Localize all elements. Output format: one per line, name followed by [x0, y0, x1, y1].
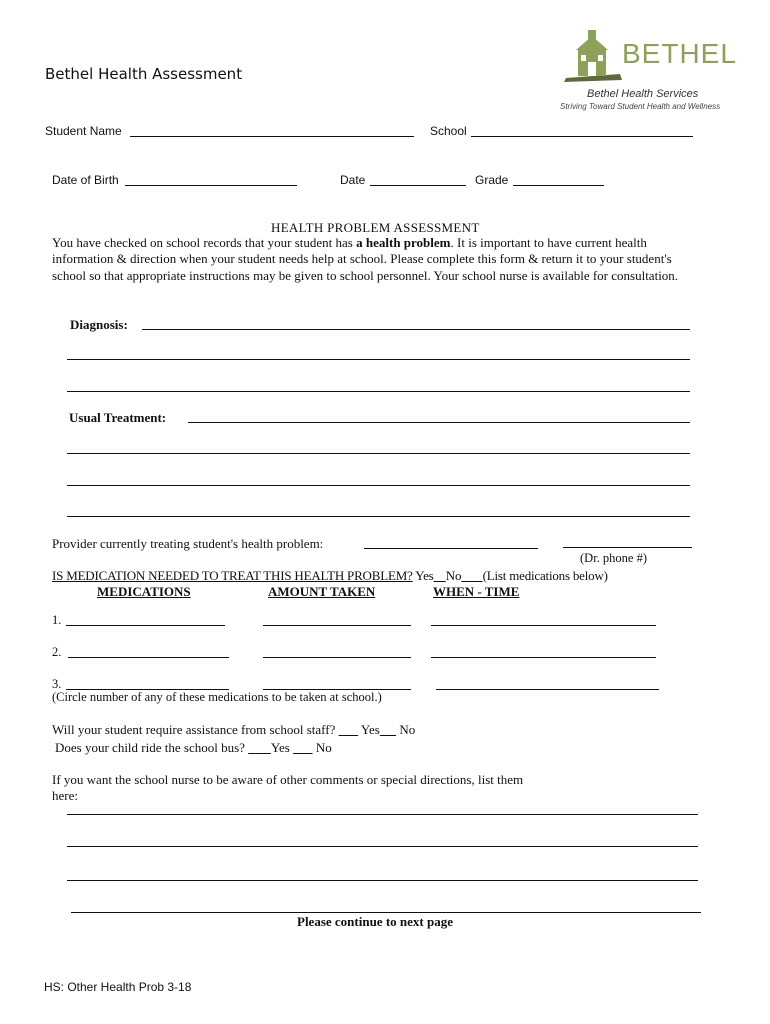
assistance-question: Will your student require assistance from school staff? — [52, 722, 336, 737]
schoolhouse-icon — [560, 28, 624, 84]
col-when: WHEN - TIME — [433, 584, 520, 599]
med-1-time[interactable] — [431, 625, 656, 626]
med-row-number: 1. — [52, 613, 62, 627]
med-1-amount[interactable] — [263, 625, 411, 626]
dob-field[interactable] — [125, 185, 297, 186]
med-no-blank[interactable] — [461, 568, 482, 583]
treatment-field-3[interactable] — [67, 485, 690, 486]
provider-label: Provider currently treating student's health problem: — [52, 536, 324, 551]
dr-phone-field[interactable] — [563, 547, 692, 548]
treatment-field-2[interactable] — [67, 453, 690, 454]
med-2-name[interactable] — [68, 657, 229, 658]
bus-yes-label: Yes — [270, 740, 290, 755]
bus-yes-blank[interactable] — [248, 740, 271, 755]
medication-question-row — [52, 568, 608, 584]
med-yes-label: Yes — [415, 568, 434, 583]
dr-phone-label: (Dr. phone #) — [580, 551, 647, 565]
form-code: HS: Other Health Prob 3-18 — [44, 980, 192, 994]
bus-no-label: No — [315, 740, 332, 755]
comments-prompt-1: If you want the school nurse to be aware of other comments or special directions, list them — [52, 772, 524, 787]
med-3-time[interactable] — [436, 689, 659, 690]
comments-field-2[interactable] — [67, 846, 698, 847]
med-no-label: No — [445, 568, 462, 583]
circle-note: (Circle number of any of these medications to be taken at school.) — [52, 690, 382, 704]
comments-field-3[interactable] — [67, 880, 698, 881]
med-row-number: 2. — [52, 645, 62, 659]
med-row-number: 3. — [52, 677, 62, 691]
logo-text: BETHEL — [622, 38, 737, 69]
medication-question: IS MEDICATION NEEDED TO TREAT THIS HEALTH PROBLEM? — [52, 568, 413, 583]
org-name: Bethel Health Services — [587, 88, 699, 100]
assistance-yes-label: Yes — [360, 722, 380, 737]
col-medications: MEDICATIONS — [97, 584, 191, 599]
med-2-time[interactable] — [431, 657, 656, 658]
date-field[interactable] — [370, 185, 466, 186]
school-label: School — [430, 124, 467, 138]
student-name-field[interactable] — [130, 136, 414, 137]
assessment-heading: HEALTH PROBLEM ASSESSMENT — [271, 220, 480, 235]
assistance-no-blank[interactable] — [380, 722, 396, 737]
diagnosis-field-2[interactable] — [67, 359, 690, 360]
diagnosis-field-1[interactable] — [142, 329, 690, 330]
assistance-no-label: No — [399, 722, 416, 737]
bus-row — [55, 740, 332, 756]
comments-field-4[interactable] — [71, 912, 701, 913]
student-name-label: Student Name — [45, 124, 122, 138]
grade-field[interactable] — [513, 185, 604, 186]
dob-label: Date of Birth — [52, 173, 119, 187]
treatment-field-4[interactable] — [67, 516, 690, 517]
date-label: Date — [340, 173, 366, 187]
diagnosis-field-3[interactable] — [67, 391, 690, 392]
assistance-row — [52, 722, 415, 738]
bethel-logo — [560, 28, 735, 113]
grade-label: Grade — [475, 173, 509, 187]
col-amount: AMOUNT TAKEN — [268, 584, 376, 599]
comments-field-1[interactable] — [67, 814, 698, 815]
diagnosis-label: Diagnosis: — [70, 317, 128, 332]
bus-question: Does your child ride the school bus? — [55, 740, 245, 755]
org-tagline: Striving Toward Student Health and Wellness — [560, 102, 721, 111]
continue-note: Please continue to next page — [297, 914, 453, 929]
intro-bold: a health problem — [356, 235, 451, 250]
comments-prompt-2: here: — [52, 788, 78, 803]
bus-no-blank[interactable] — [293, 740, 313, 755]
assistance-yes-blank[interactable] — [339, 722, 359, 737]
treatment-field-1[interactable] — [188, 422, 690, 423]
med-2-amount[interactable] — [263, 657, 411, 658]
med-list-note: (List medications below) — [482, 568, 608, 583]
provider-field[interactable] — [364, 548, 538, 549]
form-title: Bethel Health Assessment — [45, 65, 243, 83]
med-1-name[interactable] — [66, 625, 225, 626]
intro-paragraph: You have checked on school records that your student has a health problem. It is important to have current health information & direction when your student needs help at school. Please complete this form & return it to your student's school so that appropriate instructions may be given to school personnel. Your school nurse is available for consultation. — [52, 235, 679, 283]
usual-treatment-label: Usual Treatment: — [69, 410, 167, 425]
med-yes-blank[interactable] — [434, 568, 446, 583]
school-field[interactable] — [471, 136, 693, 137]
